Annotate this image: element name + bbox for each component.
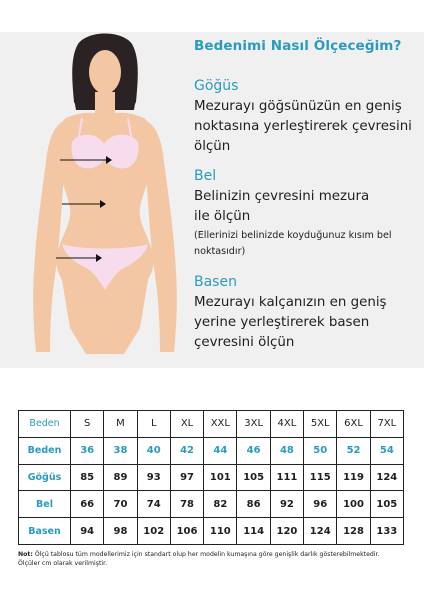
chest-row [19, 464, 404, 491]
table-cell: 102 [137, 518, 170, 545]
table-cell: 115 [304, 464, 337, 491]
footnote [18, 550, 410, 568]
table-cell: 6XL [337, 411, 370, 438]
table-cell: 42 [170, 437, 203, 464]
size-number-row [19, 437, 404, 464]
table-cell: 106 [170, 518, 203, 545]
row-header: Göğüs [19, 464, 71, 491]
left-arm [33, 120, 66, 352]
table-cell: 128 [337, 518, 370, 545]
size-letter-row [19, 411, 404, 438]
table-cell: 38 [104, 437, 137, 464]
right-arm [144, 120, 177, 352]
table-cell: 48 [270, 437, 303, 464]
footnote-units: Ölçüler cm olarak verilmiştir. [18, 560, 108, 567]
table-cell: XL [170, 411, 203, 438]
table-cell: 110 [204, 518, 237, 545]
row-header: Beden [19, 437, 71, 464]
table-cell: M [104, 411, 137, 438]
hip-row [19, 518, 404, 545]
table-cell: 5XL [304, 411, 337, 438]
table-cell: 93 [137, 464, 170, 491]
table-cell: 40 [137, 437, 170, 464]
table-cell: 82 [204, 491, 237, 518]
size-table [18, 410, 404, 545]
table-cell: 85 [71, 464, 104, 491]
table-cell: 78 [170, 491, 203, 518]
table-cell: 36 [71, 437, 104, 464]
measurement-guide [194, 38, 420, 350]
table-cell: 86 [237, 491, 270, 518]
table-cell: 46 [237, 437, 270, 464]
table-cell: 70 [104, 491, 137, 518]
table-cell: 114 [237, 518, 270, 545]
table-cell: 98 [104, 518, 137, 545]
waist-note: (Ellerinizi belinizde koyduğunuz kısım bel noktasıdır) [194, 230, 392, 257]
table-cell: 111 [270, 464, 303, 491]
table-cell: 44 [204, 437, 237, 464]
table-cell: 50 [304, 437, 337, 464]
table-cell: 124 [304, 518, 337, 545]
hip-title: Basen [194, 274, 237, 290]
face [89, 50, 121, 94]
table-cell: 74 [137, 491, 170, 518]
chest-title: Göğüs [194, 78, 239, 94]
footnote-text: Ölçü tablosu tüm modellerimiz için standart olup her modelin kumaşına göre genişlik darlık gösterebilmektedir. [32, 551, 380, 558]
table-cell: 54 [370, 437, 403, 464]
waist-row [19, 491, 404, 518]
table-cell: XXL [204, 411, 237, 438]
table-cell: 97 [170, 464, 203, 491]
table-cell: 96 [304, 491, 337, 518]
table-cell: 120 [270, 518, 303, 545]
table-cell: 66 [71, 491, 104, 518]
table-cell: 133 [370, 518, 403, 545]
table-cell: 100 [337, 491, 370, 518]
table-cell: 94 [71, 518, 104, 545]
table-cell: 89 [104, 464, 137, 491]
table-cell: 105 [370, 491, 403, 518]
row-header: Basen [19, 518, 71, 545]
table-cell: 101 [204, 464, 237, 491]
chest-text: Mezurayı göğsünüzün en geniş noktasına yerleştirerek çevresini ölçün [194, 99, 412, 154]
table-cell: 52 [337, 437, 370, 464]
waist-section [194, 168, 420, 260]
table-cell: 7XL [370, 411, 403, 438]
chest-section [194, 78, 420, 157]
table-cell: 119 [337, 464, 370, 491]
table-cell: 92 [270, 491, 303, 518]
footnote-label: Not: [18, 551, 33, 558]
table-cell: 4XL [270, 411, 303, 438]
table-cell: 124 [370, 464, 403, 491]
table-cell: 3XL [237, 411, 270, 438]
guide-title: Bedenimi Nasıl Ölçeceğim? [194, 38, 402, 54]
table-cell: L [137, 411, 170, 438]
waist-title: Bel [194, 168, 217, 184]
table-cell: 105 [237, 464, 270, 491]
row-header: Beden [19, 411, 71, 438]
waist-text: Belinizin çevresini mezura ile ölçün [194, 189, 370, 224]
body-measurement-illustration [20, 32, 190, 354]
table-cell: S [71, 411, 104, 438]
hip-section [194, 274, 420, 353]
hip-text: Mezurayı kalçanızın en geniş yerine yerleştirerek basen çevresini ölçün [194, 295, 387, 350]
row-header: Bel [19, 491, 71, 518]
